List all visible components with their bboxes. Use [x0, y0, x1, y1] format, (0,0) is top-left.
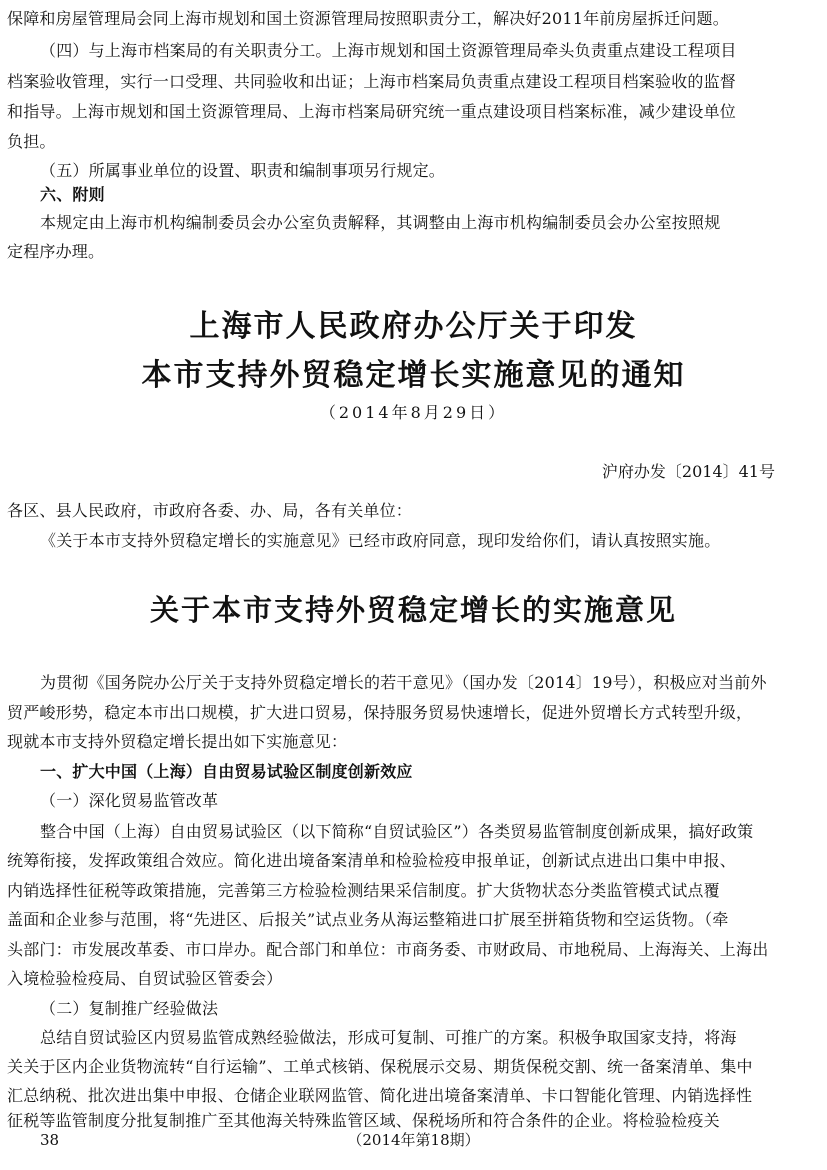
subsection-heading: （二）复制推广经验做法	[40, 999, 219, 1018]
paragraph-line: 统筹衔接，发挥政策组合效应。简化进出境备案清单和检验检疫申报单证，创新试点进出口集中申报、	[7, 851, 737, 870]
notice-body: 《关于本市支持外贸稳定增长的实施意见》已经市政府同意，现印发给你们，请认真按照实施。	[40, 531, 721, 550]
paragraph-line: （五）所属事业单位的设置、职责和编制事项另行规定。	[40, 161, 446, 180]
paragraph-line: 总结自贸试验区内贸易监管成熟经验做法，形成可复制、可推广的方案。积极争取国家支持，将海	[40, 1028, 737, 1047]
notice-title-line-1: 上海市人民政府办公厅关于印发	[189, 309, 638, 344]
paragraph-line: （四）与上海市档案局的有关职责分工。上海市规划和国土资源管理局牵头负责重点建设工程项目	[40, 41, 737, 60]
paragraph-line: 入境检验检疫局、自贸试验区管委会）	[7, 969, 283, 988]
recipients-line: 各区、县人民政府，市政府各委、办、局，各有关单位：	[7, 501, 413, 520]
paragraph-line: 汇总纳税、批次进出集中申报、仓储企业联网监管、简化进出境备案清单、卡口智能化管理、内销选择性	[7, 1086, 753, 1105]
subsection-heading: （一）深化贸易监管改革	[40, 791, 219, 810]
notice-date: （2014年8月29日）	[319, 403, 508, 422]
section-heading: 一、扩大中国（上海）自由贸易试验区制度创新效应	[40, 762, 413, 781]
paragraph-line: 贸严峻形势，稳定本市出口规模，扩大进口贸易，保持服务贸易快速增长，促进外贸增长方式转型升级，	[7, 703, 753, 722]
page-number: 38	[40, 1131, 60, 1149]
paragraph-line: 本规定由上海市机构编制委员会办公室负责解释，其调整由上海市机构编制委员会办公室按照规	[40, 213, 721, 232]
section-heading: 六、附则	[40, 185, 105, 204]
opinion-title: 关于本市支持外贸稳定增长的实施意见	[149, 593, 677, 627]
paragraph-line: 内销选择性征税等政策措施，完善第三方检验检测结果采信制度。扩大货物状态分类监管模式试点覆	[7, 881, 720, 900]
issue-label: （2014年第18期）	[347, 1131, 480, 1149]
paragraph-line: 负担。	[7, 132, 56, 151]
paragraph-line: 定程序办理。	[7, 242, 105, 261]
paragraph-line: 盖面和企业参与范围，将“先进区、后报关”试点业务从海运整箱进口扩展至拼箱货物和空运货物。（牵	[7, 910, 729, 929]
paragraph-line: 整合中国（上海）自由贸易试验区（以下简称“自贸试验区”）各类贸易监管制度创新成果，搞好政策	[40, 822, 754, 841]
paragraph-line: 保障和房屋管理局会同上海市规划和国土资源管理局按照职责分工，解决好2011年前房屋拆迁问题。	[7, 9, 729, 28]
paragraph-line: 头部门：市发展改革委、市口岸办。配合部门和单位：市商务委、市财政局、市地税局、上海海关、上海出	[7, 940, 769, 959]
paragraph-line: 为贯彻《国务院办公厅关于支持外贸稳定增长的若干意见》（国办发〔2014〕19号），积极应对当前外	[40, 673, 767, 692]
paragraph-line: 和指导。上海市规划和国土资源管理局、上海市档案局研究统一重点建设项目档案标准，减少建设单位	[7, 102, 737, 121]
document-number: 沪府办发〔2014〕41号	[601, 462, 775, 481]
paragraph-line: 关关于区内企业货物流转“自行运输”、工单式核销、保税展示交易、期货保税交割、统一备案清单、集中	[7, 1057, 753, 1076]
notice-title-line-2: 本市支持外贸稳定增长实施意见的通知	[141, 358, 686, 393]
paragraph-line: 征税等监管制度分批复制推广至其他海关特殊监管区域、保税场所和符合条件的企业。将检验检疫关	[7, 1111, 720, 1130]
paragraph-line: 现就本市支持外贸稳定增长提出如下实施意见：	[7, 732, 348, 751]
paragraph-line: 档案验收管理，实行一口受理、共同验收和出证；上海市档案局负责重点建设工程项目档案验收的监督	[7, 72, 737, 91]
